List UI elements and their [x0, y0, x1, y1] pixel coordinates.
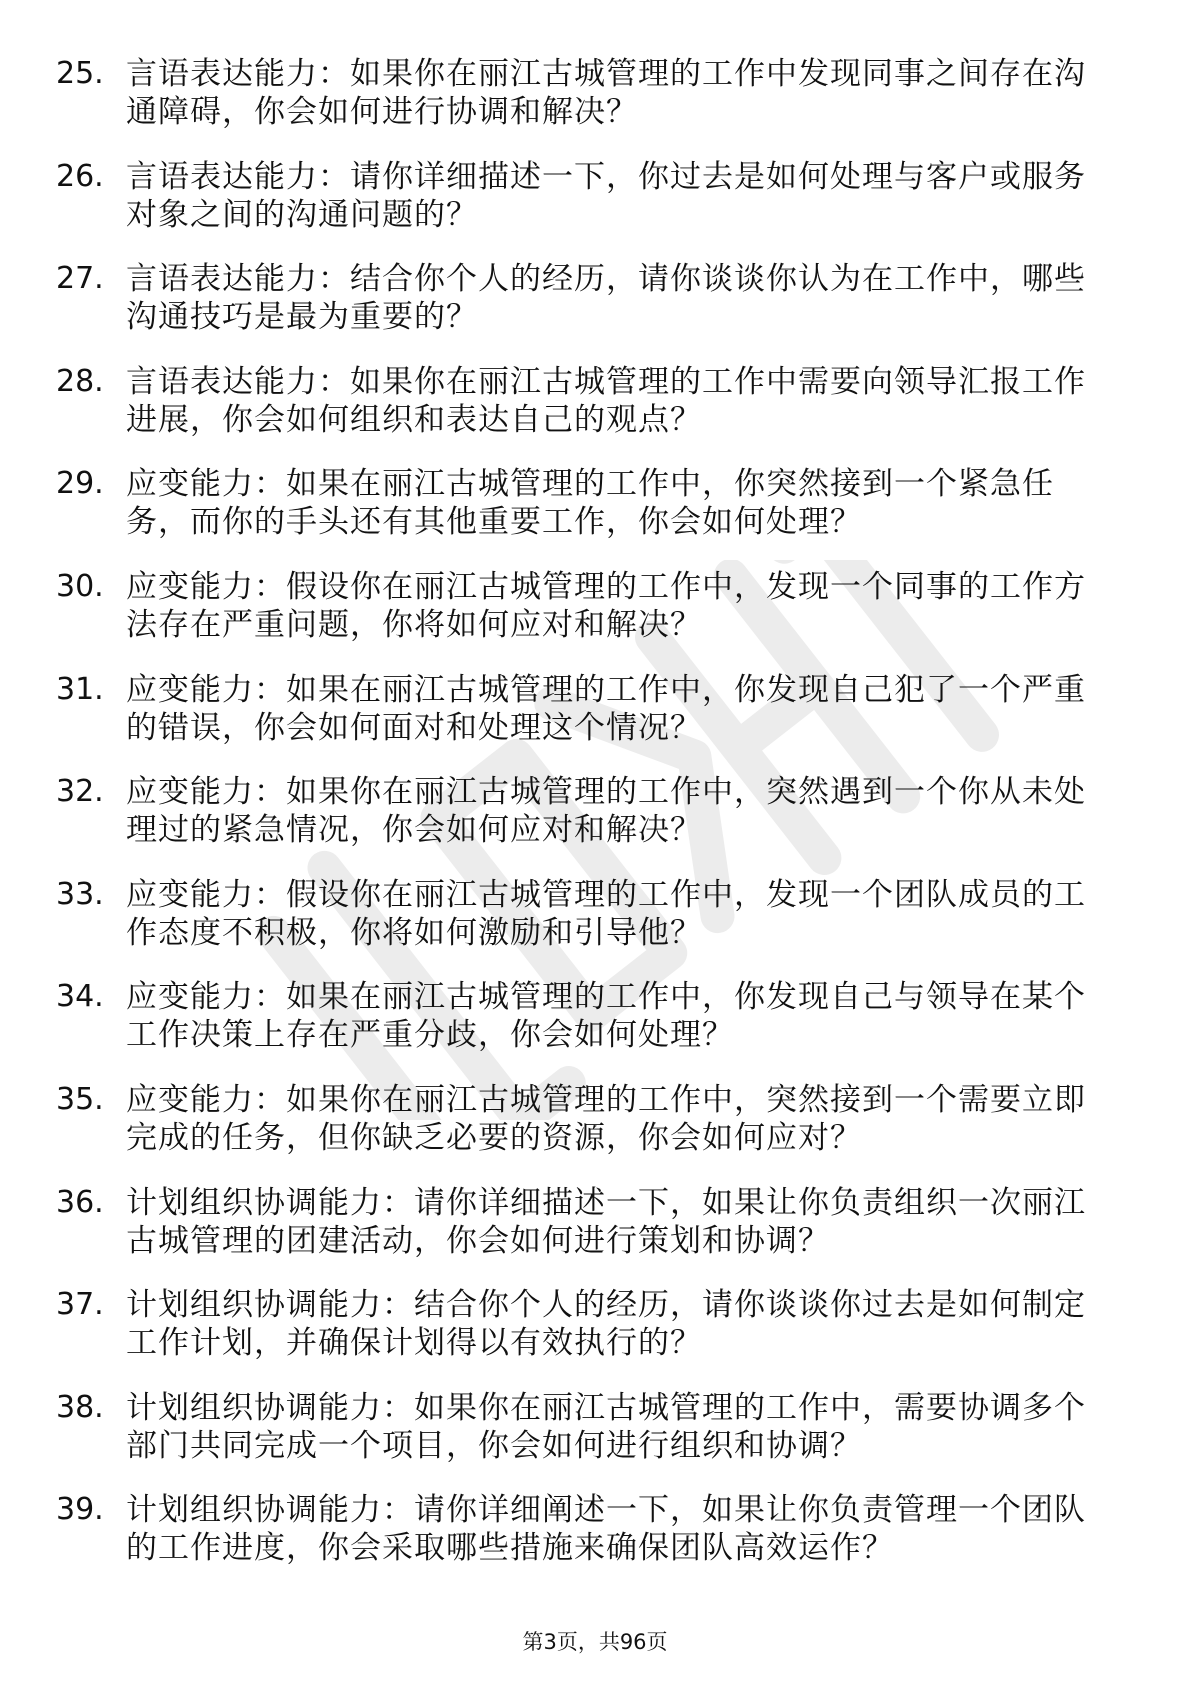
question-item: [0, 1491, 1190, 1594]
question-number: 32.: [56, 774, 104, 810]
question-item: [0, 363, 1190, 466]
question-text: 应变能力：假设你在丽江古城管理的工作中，发现一个团队成员的工作态度不积极，你将如何激励和引导他？: [126, 876, 1086, 951]
question-number: 31.: [56, 671, 104, 707]
question-number: 38.: [56, 1389, 104, 1425]
question-item: [0, 1081, 1190, 1184]
question-number: 35.: [56, 1081, 104, 1117]
question-item: [0, 260, 1190, 363]
question-text: 言语表达能力：如果你在丽江古城管理的工作中发现同事之间存在沟通障碍，你会如何进行协调和解决？: [126, 56, 1086, 130]
question-text: 应变能力：如果在丽江古城管理的工作中，你发现自己犯了一个严重的错误，你会如何面对和处理这个情况？: [126, 671, 1086, 746]
question-text: 言语表达能力：结合你个人的经历，请你谈谈你认为在工作中，哪些沟通技巧是最为重要的？: [126, 261, 1086, 336]
question-list: [0, 55, 1190, 1594]
page-number: 第3页，共96页: [522, 1630, 668, 1654]
question-number: 36.: [56, 1184, 104, 1220]
question-text: 计划组织协调能力：结合你个人的经历，请你谈谈你过去是如何制定工作计划，并确保计划得以有效执行的？: [126, 1287, 1086, 1362]
question-item: [0, 978, 1190, 1081]
question-number: 26.: [56, 158, 104, 194]
question-text: 应变能力：如果你在丽江古城管理的工作中，突然接到一个需要立即完成的任务，但你缺乏必要的资源，你会如何应对？: [126, 1081, 1086, 1156]
question-item: [0, 465, 1190, 568]
question-text: 计划组织协调能力：请你详细阐述一下，如果让你负责管理一个团队的工作进度，你会采取哪些措施来确保团队高效运作？: [126, 1492, 1086, 1567]
question-text: 计划组织协调能力：请你详细描述一下，如果让你负责组织一次丽江古城管理的团建活动，你会如何进行策划和协调？: [126, 1184, 1086, 1259]
question-text: 言语表达能力：请你详细描述一下，你过去是如何处理与客户或服务对象之间的沟通问题的？: [126, 158, 1086, 233]
question-number: 37.: [56, 1287, 104, 1323]
question-text: 应变能力：如果在丽江古城管理的工作中，你发现自己与领导在某个工作决策上存在严重分歧，你会如何处理？: [126, 979, 1086, 1054]
question-item: [0, 158, 1190, 261]
question-item: [0, 876, 1190, 979]
question-number: 33.: [56, 876, 104, 912]
question-number: 39.: [56, 1492, 104, 1528]
question-item: [0, 773, 1190, 876]
question-number: 34.: [56, 979, 104, 1015]
question-text: 应变能力：假设你在丽江古城管理的工作中，发现一个同事的工作方法存在严重问题，你将如何应对和解决？: [126, 568, 1086, 643]
question-number: 30.: [56, 568, 104, 604]
question-number: 29.: [56, 466, 104, 502]
question-text: 应变能力：如果在丽江古城管理的工作中，你突然接到一个紧急任务，而你的手头还有其他重要工作，你会如何处理？: [126, 466, 1054, 541]
question-text: 言语表达能力：如果你在丽江古城管理的工作中需要向领导汇报工作进展，你会如何组织和表达自己的观点？: [126, 363, 1086, 438]
question-text: 应变能力：如果你在丽江古城管理的工作中，突然遇到一个你从未处理过的紧急情况，你会如何应对和解决？: [126, 774, 1086, 849]
question-number: 27.: [56, 261, 104, 297]
question-number: 28.: [56, 363, 104, 399]
question-item: [0, 1389, 1190, 1492]
question-number: 25.: [56, 56, 104, 91]
question-item: [0, 568, 1190, 671]
question-item: [0, 55, 1190, 158]
question-item: [0, 1286, 1190, 1389]
question-text: 计划组织协调能力：如果你在丽江古城管理的工作中，需要协调多个部门共同完成一个项目，你会如何进行组织和协调？: [126, 1389, 1086, 1464]
question-item: [0, 671, 1190, 774]
question-item: [0, 1184, 1190, 1287]
